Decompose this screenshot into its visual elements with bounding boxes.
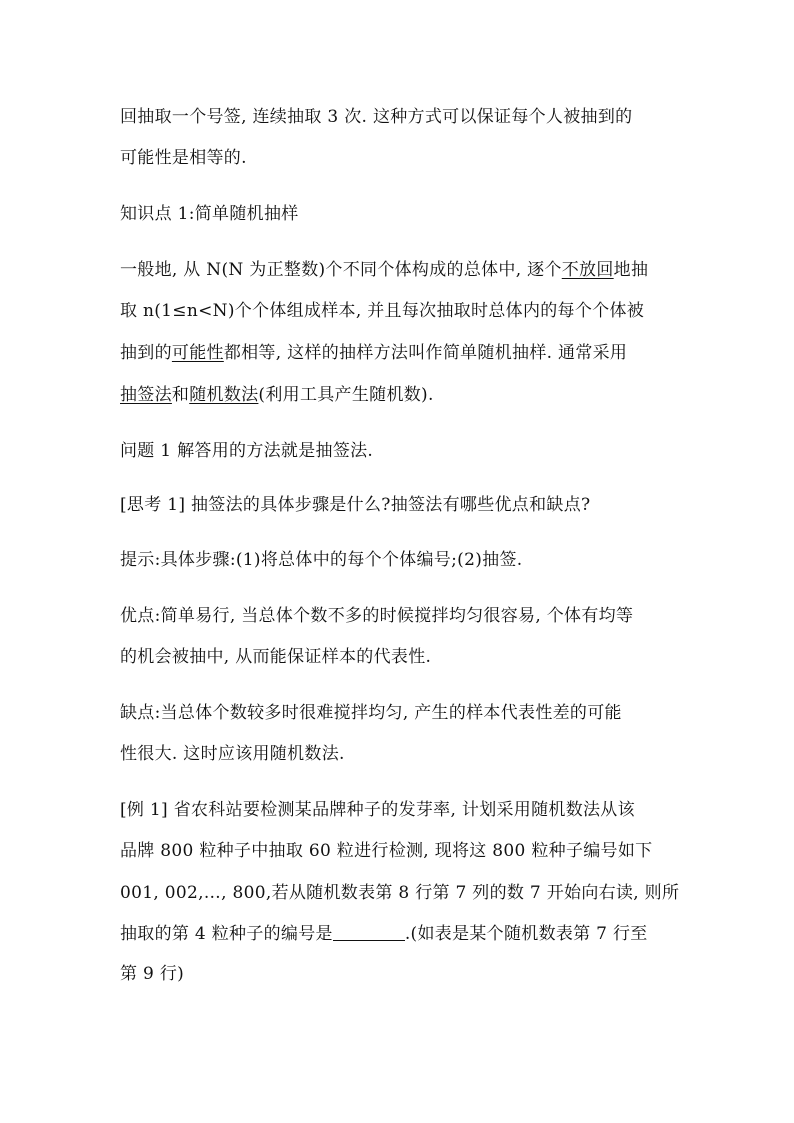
answer-blank: [333, 924, 405, 941]
paragraph-line: 的机会被抽中, 从而能保证样本的代表性.: [120, 647, 432, 667]
paragraph-line: 性很大. 这时应该用随机数法.: [120, 744, 345, 764]
paragraph-line: 可能性是相等的.: [120, 148, 247, 168]
paragraph-line: 第 9 行): [120, 964, 185, 984]
paragraph-line: [例 1] 省农科站要检测某品牌种子的发芽率, 计划采用随机数法从该: [120, 800, 635, 820]
paragraph-line: 优点:简单易行, 当总体个数不多的时候搅拌均匀很容易, 个体有均等: [120, 606, 634, 626]
paragraph-line: [120, 923, 720, 945]
paragraph-line: [思考 1] 抽签法的具体步骤是什么?抽签法有哪些优点和缺点?: [120, 495, 591, 515]
underlined-term: 可能性: [171, 343, 224, 363]
paragraph-line: 回抽取一个号签, 连续抽取 3 次. 这种方式可以保证每个人被抽到的: [120, 107, 633, 127]
paragraph-line: [120, 384, 720, 406]
paragraph-line: 提示:具体步骤:(1)将总体中的每个个体编号;(2)抽签.: [120, 550, 523, 570]
paragraph-line: [120, 342, 720, 364]
underlined-term: 不放回: [561, 260, 614, 280]
underlined-term: 抽签法: [120, 385, 172, 405]
paragraph-line: 品牌 800 粒种子中抽取 60 粒进行检测, 现将这 800 粒种子编号如下: [120, 841, 653, 861]
text-span: 和: [171, 385, 190, 405]
text-span: .(如表是某个随机数表第 7 行至: [404, 924, 648, 944]
text-span: 一般地, 从 N(N 为正整数)个不同个体构成的总体中, 逐个: [120, 260, 562, 280]
text-span: 都相等, 这样的抽样方法叫作简单随机抽样. 通常采用: [223, 343, 628, 363]
text-span: 抽到的: [120, 343, 172, 363]
paragraph-line: [120, 259, 720, 281]
text-span: 地抽: [613, 260, 649, 280]
paragraph-line: 001, 002,…, 800,若从随机数表第 8 行第 7 列的数 7 开始向右读, 则所: [120, 883, 680, 903]
section-heading: 知识点 1:简单随机抽样: [120, 204, 299, 224]
text-span: (利用工具产生随机数).: [258, 385, 434, 405]
paragraph-line: 缺点:当总体个数较多时很难搅拌均匀, 产生的样本代表性差的可能: [120, 703, 622, 723]
text-span: 抽取的第 4 粒种子的编号是: [120, 924, 333, 944]
paragraph-line: 取 n(1≤n<N)个个体组成样本, 并且每次抽取时总体内的每个个体被: [120, 301, 645, 321]
paragraph-line: 问题 1 解答用的方法就是抽签法.: [120, 441, 374, 461]
underlined-term: 随机数法: [189, 385, 259, 405]
